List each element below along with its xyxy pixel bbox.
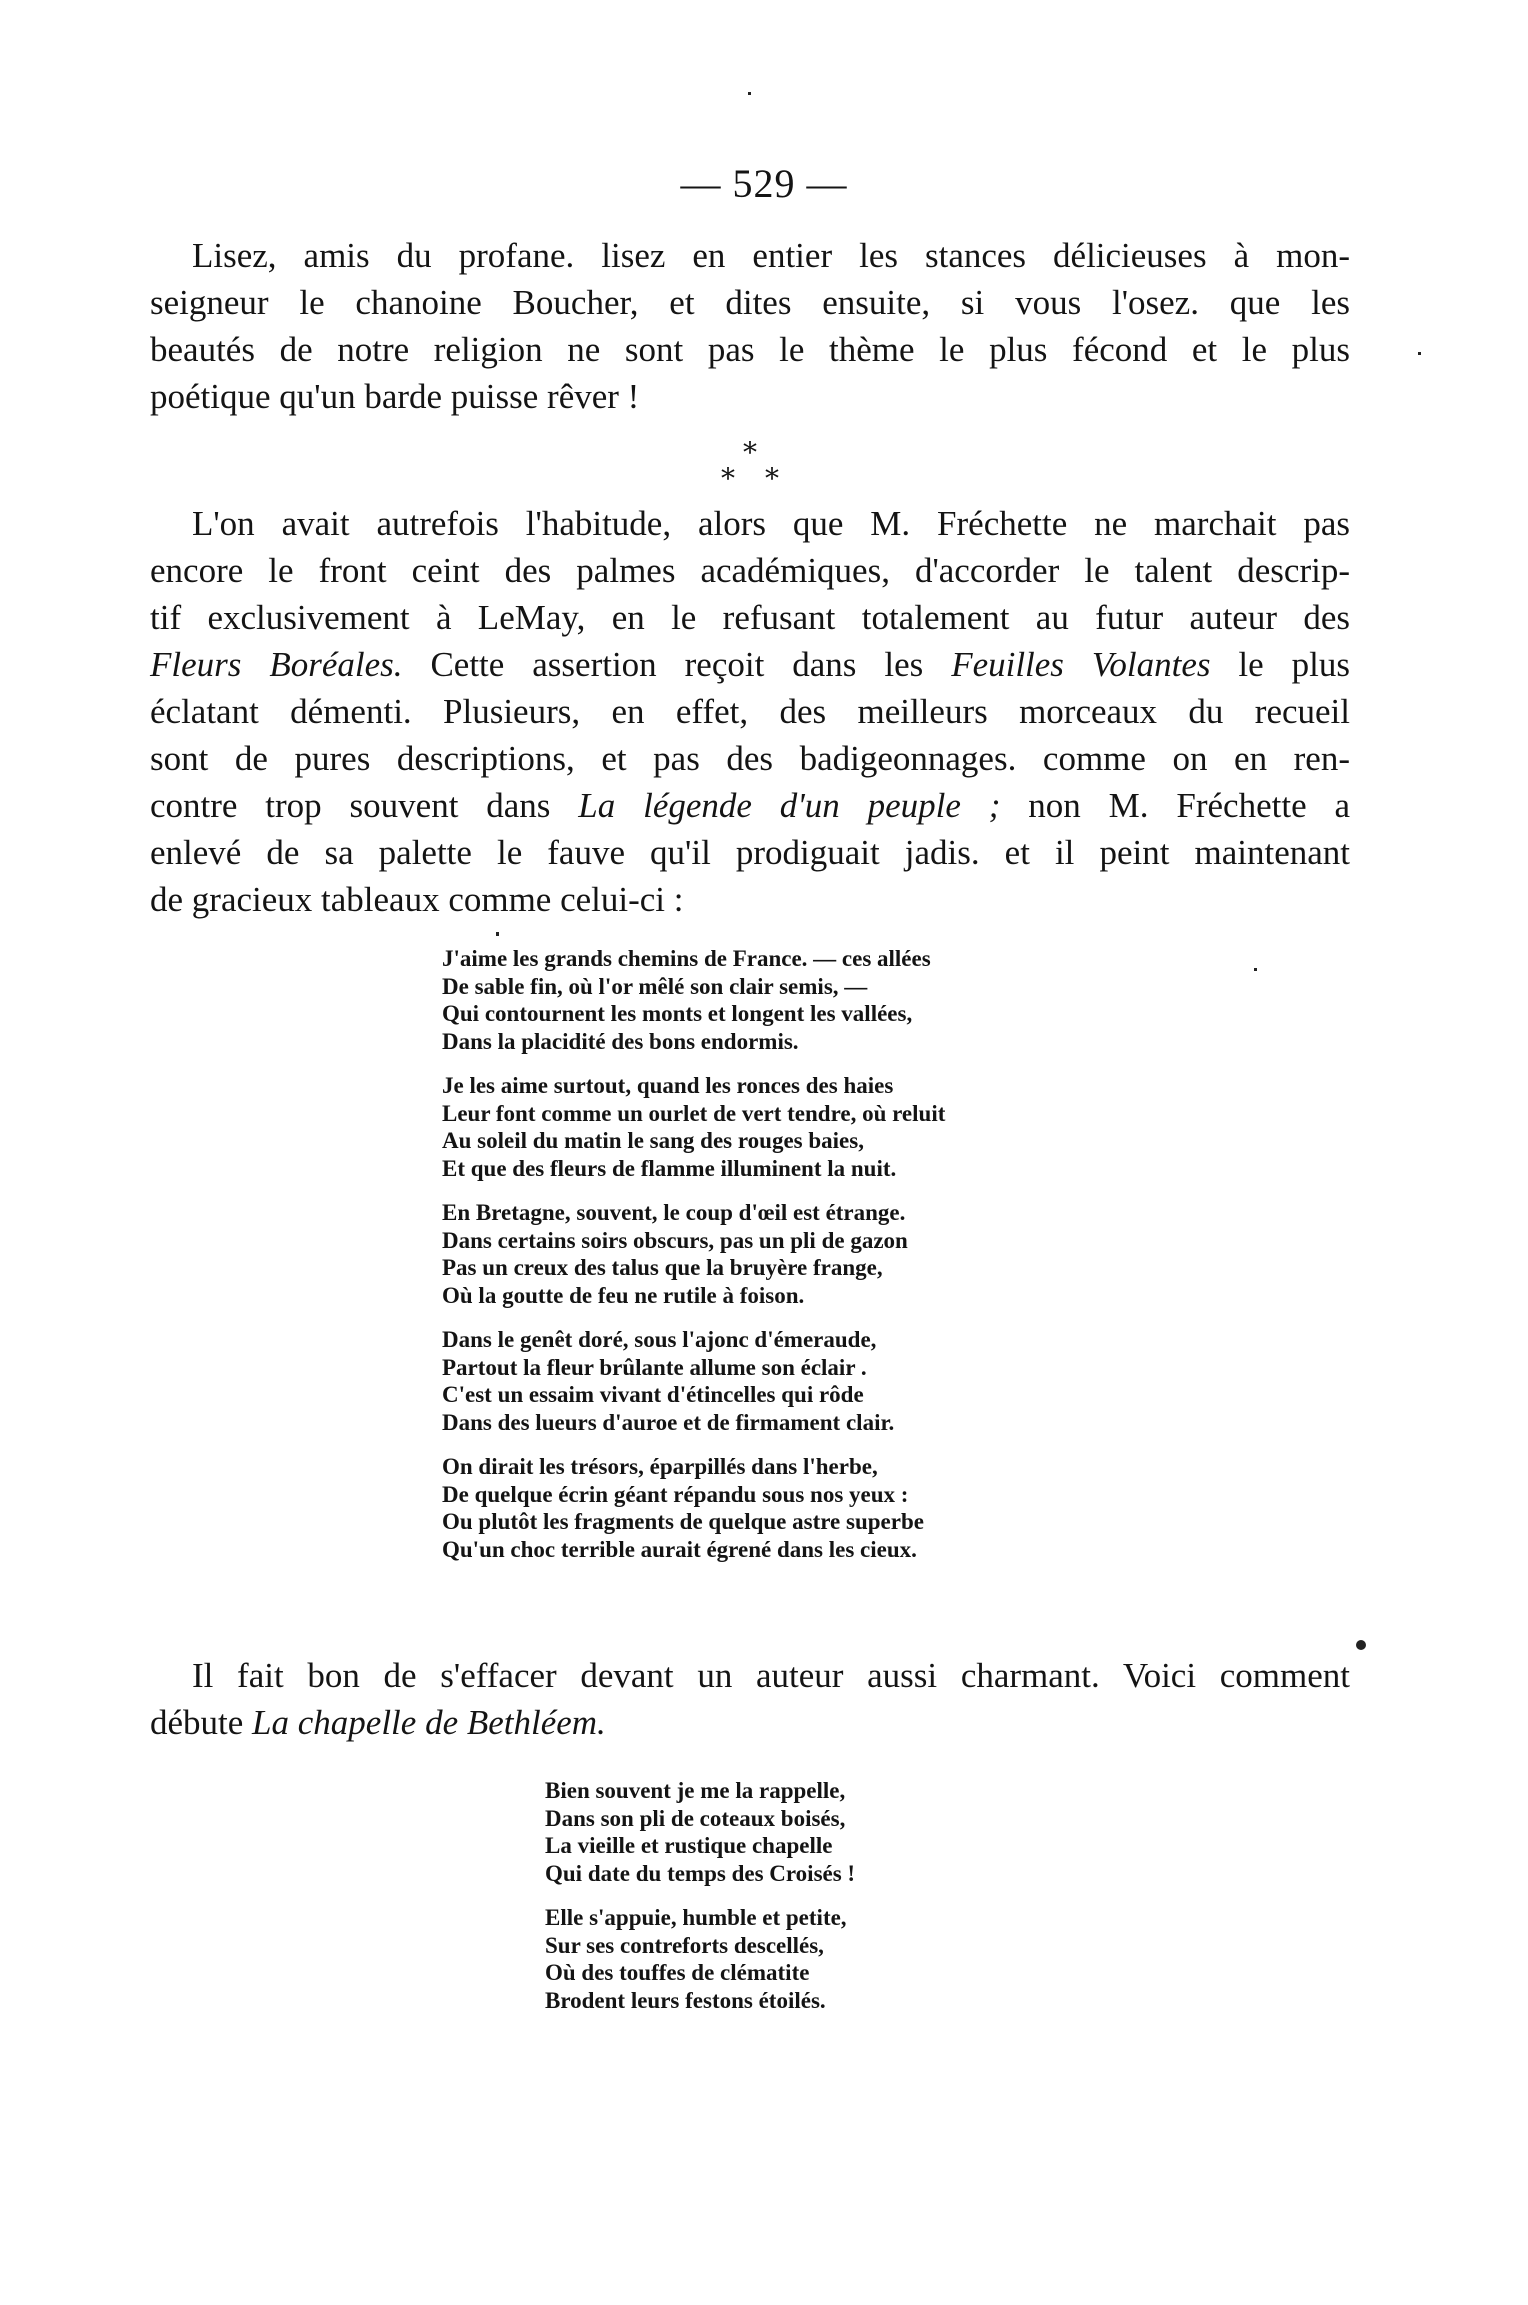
stanza — [442, 1072, 945, 1182]
verse-line: Sur ses contreforts descellés, — [545, 1932, 824, 1958]
speck-mark — [496, 932, 499, 936]
verse-line: Au soleil du matin le sang des rouges baies, — [442, 1128, 864, 1153]
asterisk-left: * — [721, 462, 735, 495]
asterism-separator — [700, 440, 800, 500]
stanza — [442, 1453, 945, 1563]
text-line — [150, 1699, 1350, 1746]
stanza — [442, 945, 945, 1055]
verse-line: C'est un essaim vivant d'étincelles qui rôde — [442, 1382, 864, 1407]
text-line: de gracieux tableaux comme celui-ci : — [150, 880, 684, 919]
verse-line: Qu'un choc terrible aurait égrené dans les cieux. — [442, 1536, 917, 1562]
text-line: encore le front ceint des palmes académiques, d'accorder le talent descrip- — [150, 551, 1350, 590]
poem-quotation — [442, 945, 945, 1580]
book-title: Fleurs Boréales. — [150, 645, 403, 684]
asterisk-top: * — [743, 440, 757, 469]
verse-line: De sable fin, où l'or mêlé son clair semis, — — [442, 973, 868, 999]
asterisk-right: * — [765, 462, 779, 495]
paragraph-3 — [150, 1652, 1350, 1746]
text-line: seigneur le chanoine Boucher, et dites ensuite, si vous l'osez. que les — [150, 283, 1350, 322]
text-line: Il fait bon de s'effacer devant un auteur aussi charmant. Voici comment — [192, 1656, 1350, 1695]
stanza — [442, 1199, 945, 1309]
text-run: Cette assertion reçoit dans les — [402, 645, 952, 684]
text-line: enlevé de sa palette le fauve qu'il prodiguait jadis. et il peint maintenant — [150, 833, 1350, 872]
poem-quotation — [545, 1777, 855, 2031]
paragraph-1 — [150, 232, 1350, 420]
verse-line: Qui date du temps des Croisés ! — [545, 1860, 856, 1886]
verse-line: Où la goutte de feu ne rutile à foison. — [442, 1282, 805, 1308]
text-line: sont de pures descriptions, et pas des badigeonnages. comme on en ren- — [150, 739, 1350, 778]
speck-mark — [1418, 352, 1421, 355]
verse-line: Pas un creux des talus que la bruyère frange, — [442, 1255, 883, 1280]
verse-line: Bien souvent je me la rappelle, — [545, 1778, 846, 1803]
stanza — [545, 1904, 855, 2014]
verse-line: Je les aime surtout, quand les ronces des haies — [442, 1073, 894, 1098]
verse-line: Partout la fleur brûlante allume son éclair . — [442, 1354, 867, 1380]
text-line: tif exclusivement à LeMay, en le refusant totalement au futur auteur des — [150, 598, 1350, 637]
verse-line: De quelque écrin géant répandu sous nos yeux : — [442, 1481, 909, 1507]
text-line: Lisez, amis du profane. lisez en entier les stances délicieuses à mon- — [192, 236, 1350, 275]
verse-line: Dans des lueurs d'auroe et de firmament clair. — [442, 1409, 895, 1435]
verse-line: Où des touffes de clématite — [545, 1960, 810, 1985]
text-run: le plus — [1210, 645, 1350, 684]
stanza — [545, 1777, 855, 1887]
verse-line: J'aime les grands chemins de France. — ces allées — [442, 946, 931, 971]
stanza — [442, 1326, 945, 1436]
verse-line: Dans la placidité des bons endormis. — [442, 1028, 799, 1054]
verse-line: On dirait les trésors, éparpillés dans l'herbe, — [442, 1454, 878, 1479]
verse-line: Dans certains soirs obscurs, pas un pli de gazon — [442, 1227, 908, 1253]
page-number: — 529 — — [680, 161, 848, 206]
text-run: non M. Fréchette a — [1000, 786, 1350, 825]
text-line — [150, 641, 1350, 688]
book-title: La légende d'un peuple ; — [578, 786, 1001, 825]
text-line: beautés de notre religion ne sont pas le thème le plus fécond et le plus — [150, 330, 1350, 369]
ink-dot — [1356, 1640, 1366, 1650]
verse-line: Elle s'appuie, humble et petite, — [545, 1905, 847, 1930]
text-line: L'on avait autrefois l'habitude, alors que M. Fréchette ne marchait pas — [192, 504, 1350, 543]
speck-mark — [1254, 968, 1257, 971]
book-title: Feuilles Volantes — [951, 645, 1211, 684]
verse-line: En Bretagne, souvent, le coup d'œil est étrange. — [442, 1200, 906, 1225]
verse-line: Et que des fleurs de flamme illuminent la nuit. — [442, 1155, 897, 1181]
speck-mark — [748, 92, 751, 95]
text-run: contre trop souvent dans — [150, 786, 579, 825]
paragraph-2 — [150, 500, 1350, 923]
verse-line: Dans le genêt doré, sous l'ajonc d'émeraude, — [442, 1327, 877, 1352]
poem-title: La chapelle de Bethléem. — [252, 1703, 606, 1742]
verse-line: Qui contournent les monts et longent les vallées, — [442, 1001, 913, 1026]
verse-line: Dans son pli de coteaux boisés, — [545, 1805, 846, 1831]
verse-line: La vieille et rustique chapelle — [545, 1833, 833, 1858]
verse-line: Brodent leurs festons étoilés. — [545, 1987, 826, 2013]
text-line — [150, 782, 1350, 829]
verse-line: Ou plutôt les fragments de quelque astre superbe — [442, 1509, 924, 1534]
verse-line: Leur font comme un ourlet de vert tendre, où reluit — [442, 1100, 946, 1126]
text-run: débute — [150, 1703, 253, 1742]
text-line: poétique qu'un barde puisse rêver ! — [150, 377, 640, 416]
text-line: éclatant démenti. Plusieurs, en effet, des meilleurs morceaux du recueil — [150, 692, 1350, 731]
